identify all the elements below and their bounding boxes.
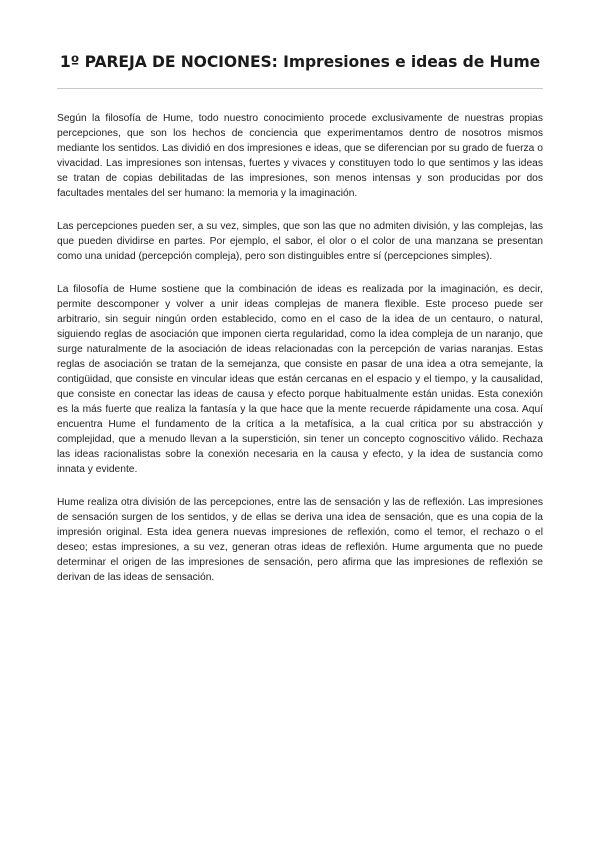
paragraph-1: Según la filosofía de Hume, todo nuestro conocimiento procede exclusivamente de nuestras propias percepciones, que son los hechos de conciencia que experimentamos dentro de nosotros mismos mediante los sentidos. Las dividió en dos impresiones e ideas, que se diferencian por su grado de fuerza o vivacidad. Las impresiones son intensas, fuertes y vivaces y constituyen todo lo que sentimos y las ideas se tratan de copias debilitadas de las impresiones, son menos intensas y son producidas por dos facultades mentales del ser humano: la memoria y la imaginación. [57, 113, 543, 200]
paragraph-3: La filosofía de Hume sostiene que la combinación de ideas es realizada por la imaginación, es decir, permite descomponer y volver a unir ideas complejas de manera flexible. Este proceso puede ser arbitrario, sin seguir ningún orden establecido, como en el caso de la idea de un centauro, o natural, siguiendo reglas de asociación que imponen cierta regularidad, como la idea compleja de un naranjo, que surge naturalmente de la asociación de ideas relacionadas con la percepción de varias naranjas. Estas reglas de asociación se tratan de la semejanza, que consiste en pasar de una idea a otra semejante, la contigüidad, que consiste en vincular ideas que están cercanas en el espacio y el tiempo, y la causalidad, que consiste en conectar las ideas de causa y efecto porque habitualmente están unidas. Esta conexión es la más fuerte que realiza la fantasía y la que hace que la mente recuerde rápidamente una cosa. Aquí encuentra Hume el fundamento de la crítica a la metafísica, a la cual critica por su abstracción y complejidad, que a menudo llevan a la superstición, sin tener un concepto cognoscitivo válido. Rechaza las ideas racionalistas sobre la conexión necesaria en la causa y efecto, y la idea de sustancia como innata y evidente. [57, 283, 543, 476]
paragraph-4: Hume realiza otra división de las percepciones, entre las de sensación y las de reflexión. Las impresiones de sensación surgen de los sentidos, y de ellas se deriva una idea de sensación, que es una copia de la impresión original. Esta idea genera nuevas impresiones de reflexión, como el temor, el rechazo o el deseo; estas impresiones, a su vez, generan otras ideas de reflexión. Hume argumenta que no puede determinar el origen de las impresiones de sensación, pero afirma que las impresiones de reflexión se derivan de las ideas de sensación. [57, 496, 543, 584]
page-title: 1º PAREJA DE NOCIONES: Impresiones e ideas de Hume [59, 53, 541, 71]
document-body [57, 111, 543, 585]
title-divider [57, 88, 543, 89]
paragraph-2: Las percepciones pueden ser, a su vez, simples, que son las que no admiten división, y las complejas, las que pueden dividirse en partes. Por ejemplo, el sabor, el olor o el color de una manzana se presentan como una unidad (percepción compleja), pero son distinguibles entre sí (percepciones simples). [57, 220, 543, 262]
